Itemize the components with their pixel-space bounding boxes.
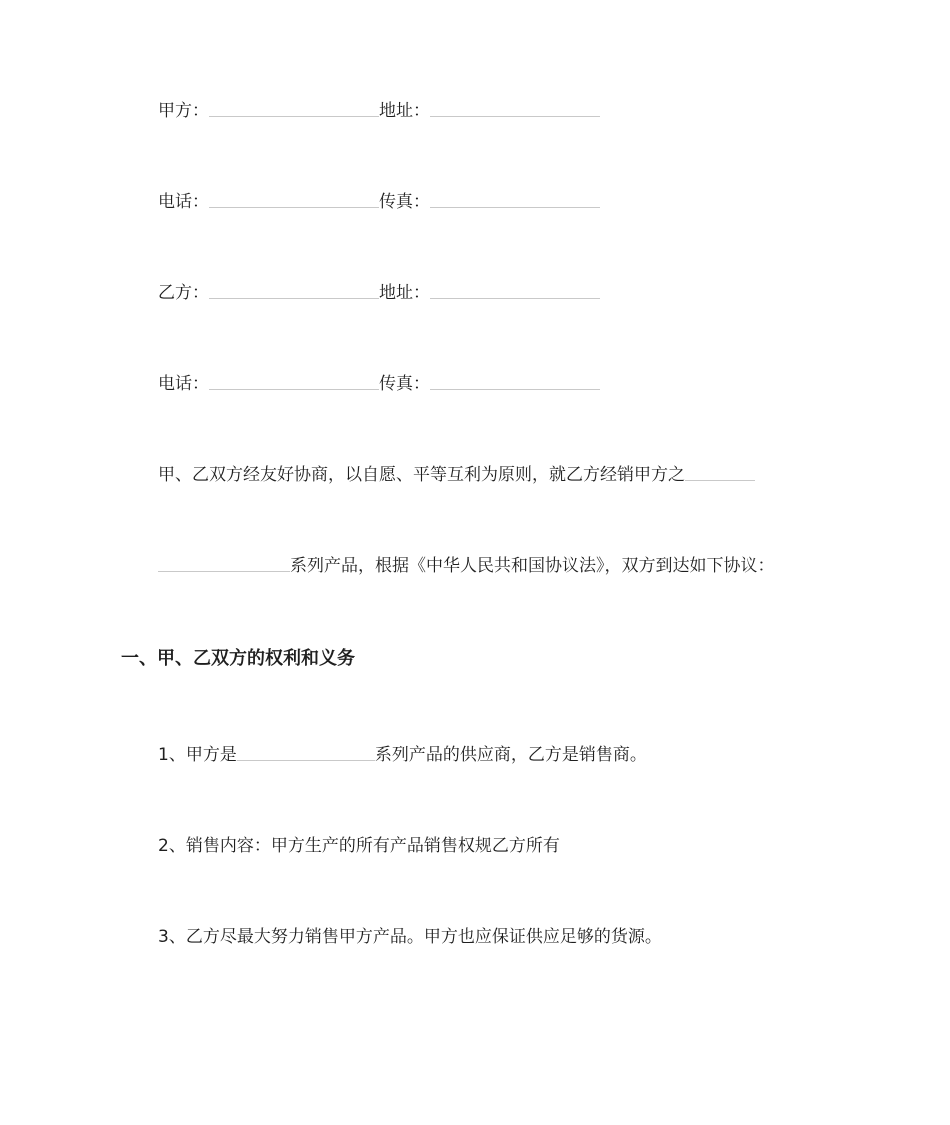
party-b-contact-row [158,370,600,394]
party-a-phone-blank[interactable] [209,207,379,208]
party-b-phone-label: 电话： [158,374,209,394]
item-1-text-before: 1、甲方是 [158,745,237,765]
section-1-item-3 [158,923,662,947]
party-a-fax-label: 传真： [379,192,430,212]
supplier-series-blank[interactable] [237,760,375,761]
party-a-address-label: 地址： [379,101,430,121]
party-a-address-blank[interactable] [430,116,600,117]
party-a-blank[interactable] [209,116,379,117]
item-2-text: 2、销售内容：甲方生产的所有产品销售权规乙方所有 [158,836,560,856]
party-a-contact-row [158,188,600,212]
section-1-item-2 [158,832,560,856]
party-a-row [158,97,600,121]
party-b-fax-blank[interactable] [430,389,600,390]
party-b-address-blank[interactable] [430,298,600,299]
item-1-text-after: 系列产品的供应商，乙方是销售商。 [374,745,647,765]
party-b-fax-label: 传真： [379,374,430,394]
party-b-address-label: 地址： [379,283,430,303]
product-brand-blank[interactable] [685,480,755,481]
party-b-blank[interactable] [209,298,379,299]
intro-line-1 [158,461,755,485]
intro-text-2: 系列产品，根据《中华人民共和国协议法》，双方到达如下协议： [290,556,775,576]
party-a-label: 甲方： [158,101,209,121]
party-b-phone-blank[interactable] [209,389,379,390]
party-b-label: 乙方： [158,283,209,303]
party-b-row [158,279,600,303]
section-1-heading: 一、甲、乙双方的权利和义务 [121,648,355,669]
product-series-blank[interactable] [158,571,290,572]
intro-line-2 [158,552,775,576]
intro-text-1: 甲、乙双方经友好协商，以自愿、平等互利为原则，就乙方经销甲方之 [158,465,685,485]
section-1-item-1 [158,741,647,765]
party-a-phone-label: 电话： [158,192,209,212]
item-3-text: 3、乙方尽最大努力销售甲方产品。甲方也应保证供应足够的货源。 [158,927,662,947]
party-a-fax-blank[interactable] [430,207,600,208]
